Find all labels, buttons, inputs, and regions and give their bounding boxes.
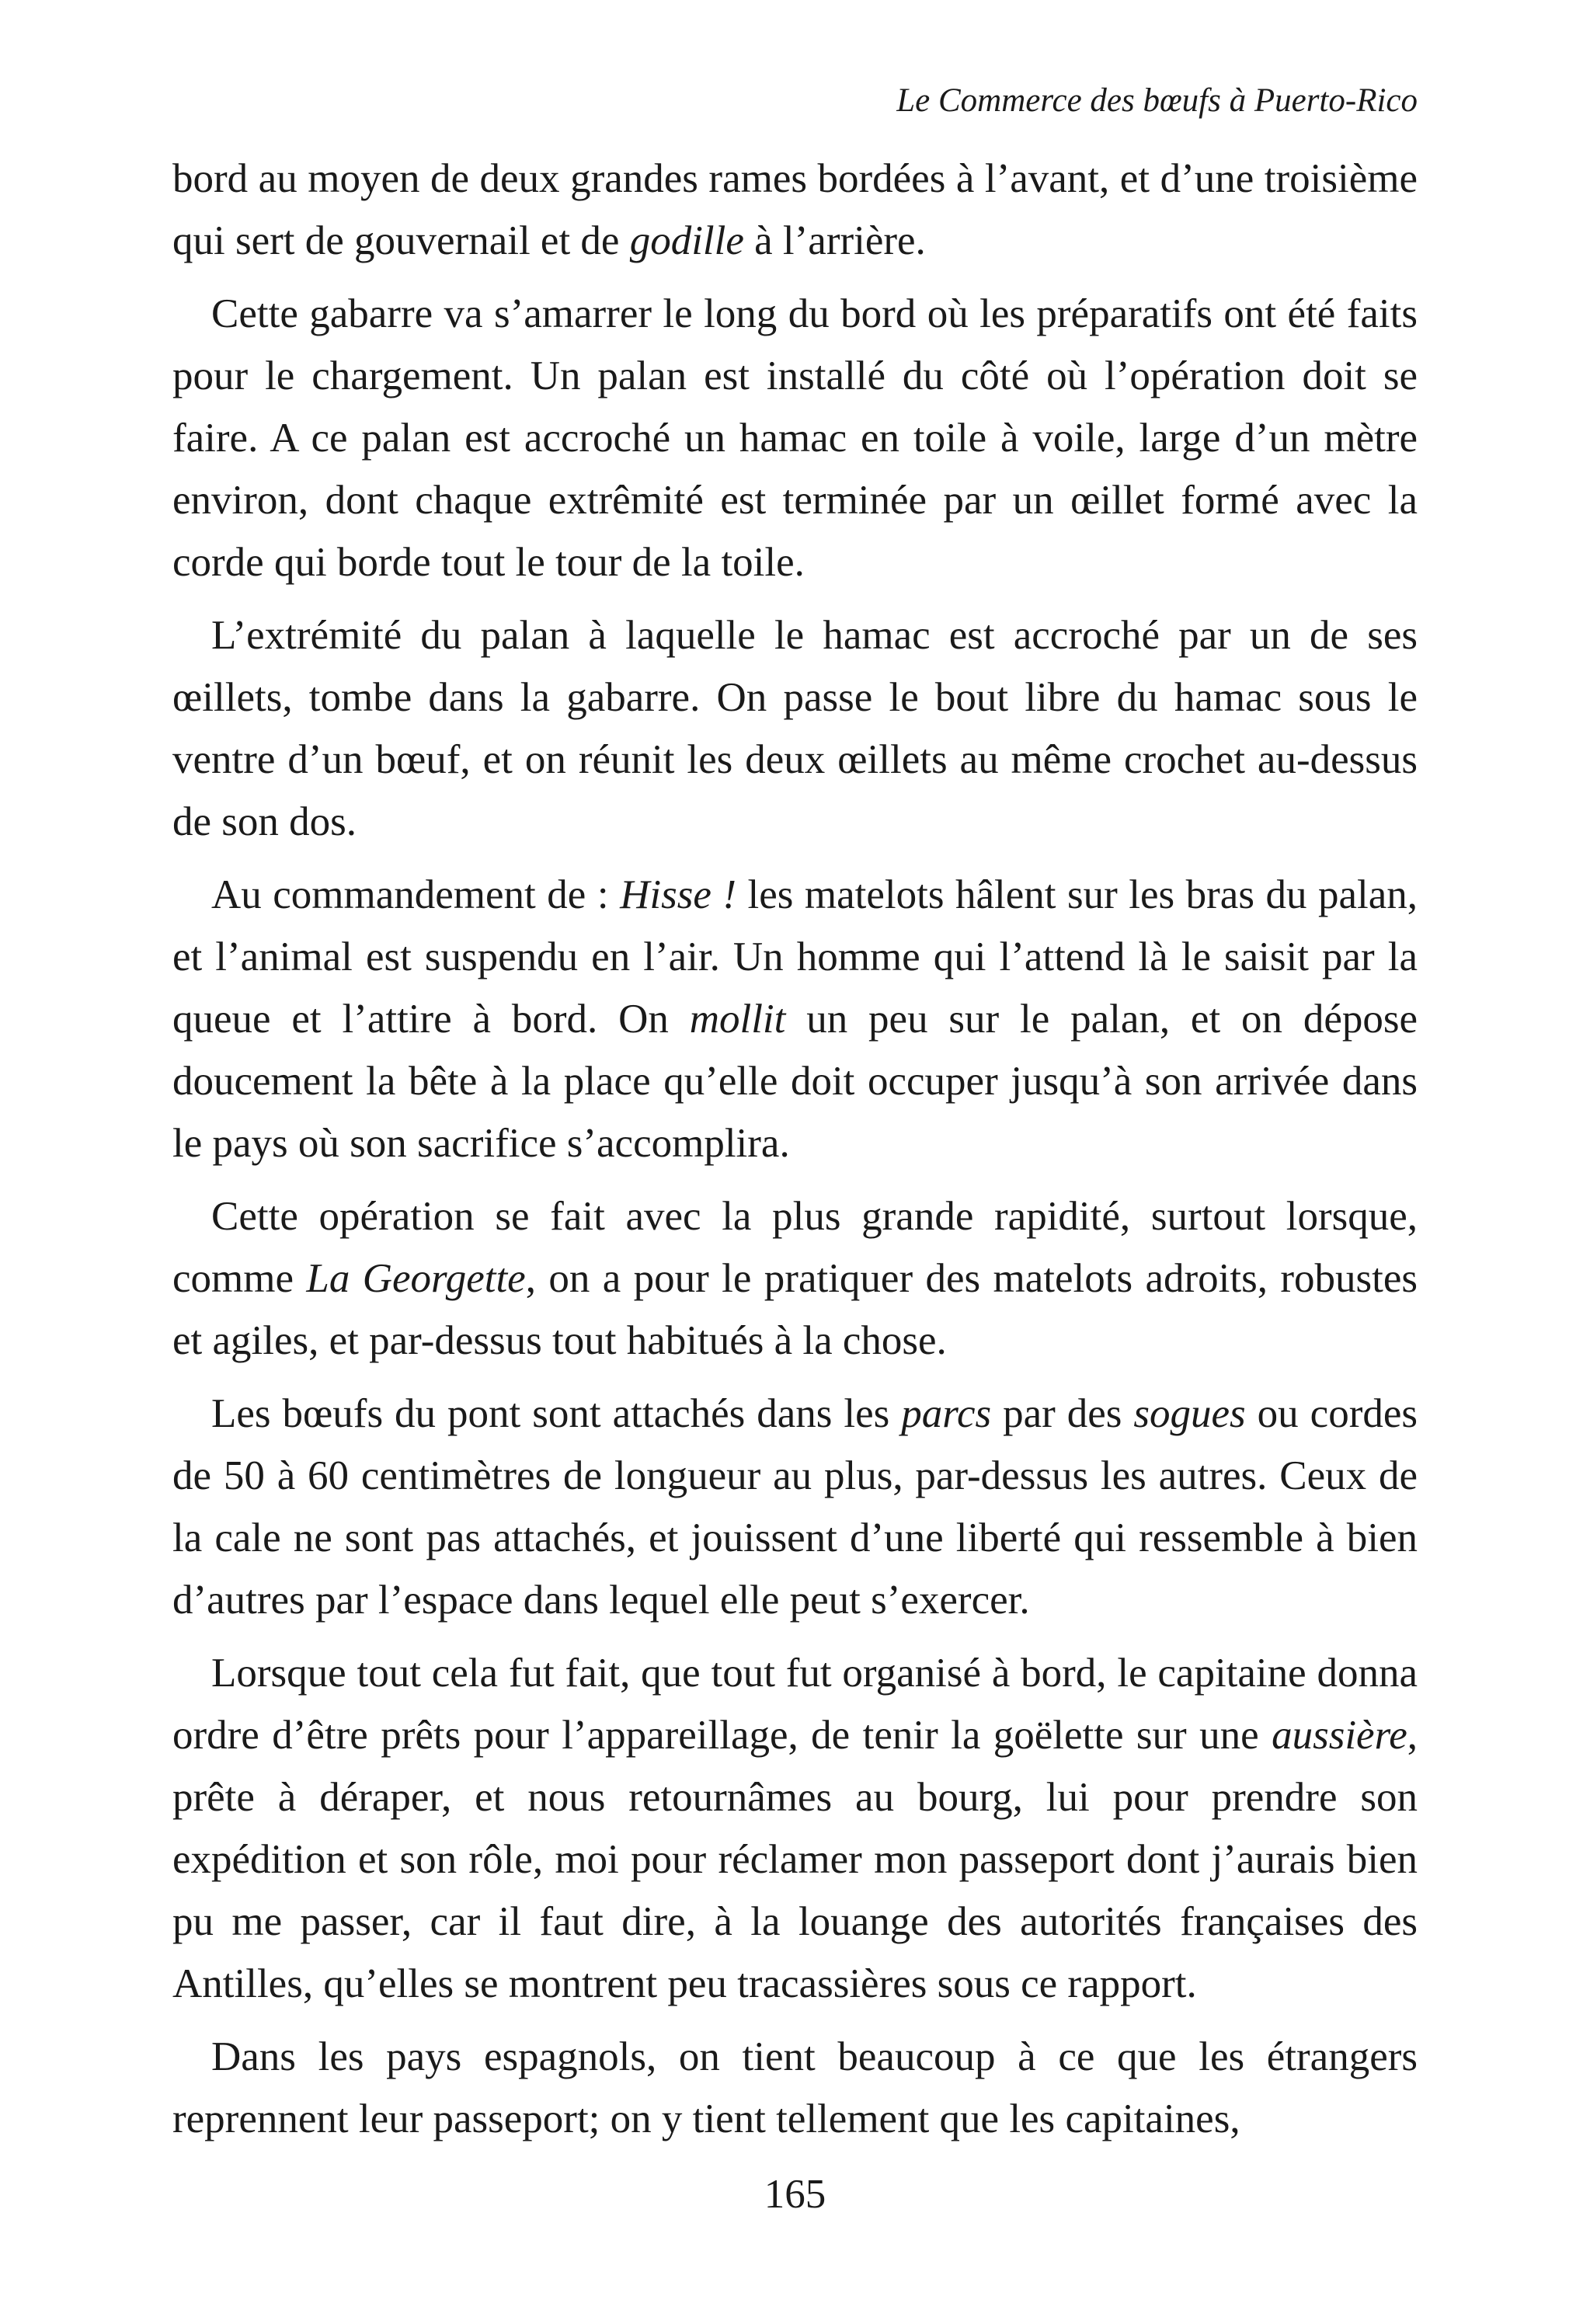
paragraph-1	[172, 148, 1418, 272]
paragraph-1-italic-godille: godille	[629, 218, 744, 263]
paragraph-5	[172, 1185, 1418, 1372]
paragraph-7-text-a: Lorsque tout cela fut fait, que tout fut organisé à bord, le capitaine donna ordre d’être prêts pour l’appareillage, de tenir la goëlette sur une	[172, 1651, 1418, 1758]
paragraph-1-text-a: bord au moyen de deux grandes rames bordées à l’avant, et d’une troisième qui sert de gouvernail et de	[172, 156, 1418, 263]
paragraph-5-text-a: Cette opération se fait avec la plus grande rapidité, surtout lorsque, comme	[172, 1194, 1418, 1301]
page-number: 165	[764, 2172, 826, 2217]
body-text	[172, 148, 1418, 2150]
paragraph-8: Dans les pays espagnols, on tient beaucoup à ce que les étrangers reprennent leur passeport; on y tient tellement que les capitaines,	[172, 2034, 1418, 2141]
running-header-title: Le Commerce des bœufs à Puerto-Rico	[896, 82, 1418, 119]
paragraph-6	[172, 1383, 1418, 1631]
paragraph-7-text-b: , prête à déraper, et nous retournâmes au bourg, lui pour prendre son expédition et son rôle, moi pour réclamer mon passeport dont j’aurais bien pu me passer, car il faut dire, à la louange des autorités françaises des Antilles, qu’elles se montrent peu tracassières sous ce rapport.	[172, 1713, 1418, 2006]
paragraph-6-text-c: ou cordes de 50 à 60 centimètres de longueur au plus, par-dessus les autres. Ceux de la cale ne sont pas attachés, et jouissent d’une liberté qui ressemble à bien d’autres par l’espace dans lequel elle peut s’exercer.	[172, 1391, 1418, 1623]
paragraph-7	[172, 1642, 1418, 2015]
paragraph-3: L’extrémité du palan à laquelle le hamac est accroché par un de ses œillets, tombe dans la gabarre. On passe le bout libre du hamac sous le ventre d’un bœuf, et on réunit les deux œillets au même crochet au-dessus de son dos.	[172, 613, 1418, 844]
paragraph-6-text-b: par des	[991, 1391, 1134, 1436]
paragraph-5-italic-la-georgette: La Georgette	[306, 1256, 526, 1301]
paragraph-1-text-b: à l’arrière.	[743, 218, 926, 263]
paragraph-4-italic-mollit: mollit	[689, 997, 786, 1042]
paragraph-4-text-b: les matelots hâlent sur les bras du palan, et l’animal est suspendu en l’air. Un homme qui l’attend là le saisit par la queue et l’attire à bord. On	[172, 872, 1418, 1042]
paragraph-7-italic-aussiere: aussière	[1272, 1713, 1407, 1758]
paragraph-4-text-a: Au commandement de :	[211, 872, 621, 917]
paragraph-5-text-b: , on a pour le pratiquer des matelots adroits, robustes et agiles, et par-dessus tout habitués à la chose.	[172, 1256, 1418, 1363]
paragraph-6-italic-parcs: parcs	[901, 1391, 992, 1436]
paragraph-4-text-c: un peu sur le palan, et on dépose doucement la bête à la place qu’elle doit occuper jusqu’à son arrivée dans le pays où son sacrifice s’accomplira.	[172, 997, 1418, 1166]
paragraph-4	[172, 864, 1418, 1174]
paragraph-2: Cette gabarre va s’amarrer le long du bord où les préparatifs ont été faits pour le chargement. Un palan est installé du côté où l’opération doit se faire. A ce palan est accroché un hamac en toile à voile, large d’un mètre environ, dont chaque extrêmité est terminée par un œillet formé avec la corde qui borde tout le tour de la toile.	[172, 291, 1418, 585]
paragraph-4-italic-hisse: Hisse !	[620, 872, 736, 917]
paragraph-6-text-a: Les bœufs du pont sont attachés dans les	[211, 1391, 902, 1436]
paragraph-6-italic-sogues: sogues	[1133, 1391, 1246, 1436]
